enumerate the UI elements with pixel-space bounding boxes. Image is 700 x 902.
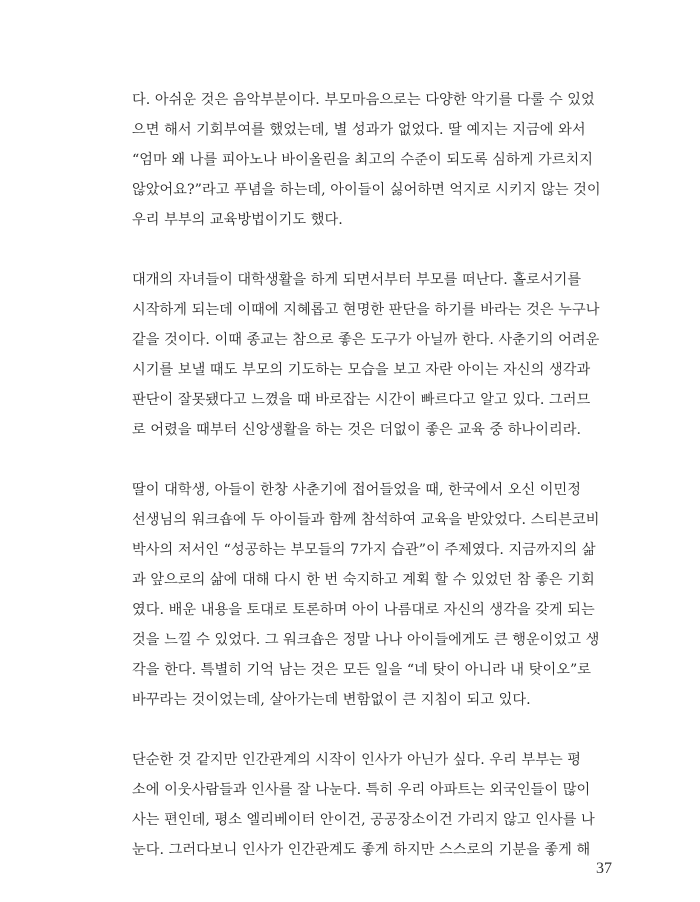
text-line: 다. 아쉬운 것은 음악부분이다. 부모마음으로는 다양한 악기를 다룰 수 있었	[132, 92, 595, 108]
text-line: 선생님의 워크숍에 두 아이들과 함께 참석하여 교육을 받았었다. 스티븐코비	[132, 512, 600, 528]
body-text	[132, 85, 604, 865]
text-line: 시작하게 되는데 이때에 지혜롭고 현명한 판단을 하기를 바라는 것은 누구나	[132, 302, 600, 318]
paragraph-gap	[132, 235, 604, 265]
text-line: 박사의 저서인 “성공하는 부모들의 7가지 습관”이 주제였다. 지금까지의 삶	[132, 542, 596, 558]
text-line: 각을 한다. 특별히 기억 남는 것은 모든 일을 “네 탓이 아니라 내 탓이오”로	[132, 662, 592, 678]
page-number: 37	[596, 860, 612, 877]
paragraph-4	[132, 745, 604, 865]
text-line: 대개의 자녀들이 대학생활을 하게 되면서부터 부모를 떠난다. 홀로서기를	[132, 272, 582, 288]
text-line: 같을 것이다. 이때 종교는 참으로 좋은 도구가 아닐까 한다. 사춘기의 어려운	[132, 332, 600, 348]
text-line: 로 어렸을 때부터 신앙생활을 하는 것은 더없이 좋은 교육 중 하나이리라.	[132, 422, 582, 438]
text-line: 딸이 대학생, 아들이 한창 사춘기에 접어들었을 때, 한국에서 오신 이민정	[132, 482, 582, 498]
text-line: 것을 느낄 수 있었다. 그 워크숍은 정말 나나 아이들에게도 큰 행운이었고 생	[132, 632, 600, 648]
text-line: 않았어요?”라고 푸념을 하는데, 아이들이 싫어하면 억지로 시키지 않는 것이	[132, 182, 601, 198]
text-line: 단순한 것 같지만 인간관계의 시작이 인사가 아닌가 싶다. 우리 부부는 평	[132, 752, 582, 768]
text-line: 과 앞으로의 삶에 대해 다시 한 번 숙지하고 계획 할 수 있었던 참 좋은 기회	[132, 572, 595, 588]
paragraph-2	[132, 265, 604, 445]
text-line: 으면 해서 기회부여를 했었는데, 별 성과가 없었다. 딸 예지는 지금에 와서	[132, 122, 586, 138]
text-line: 우리 부부의 교육방법이기도 했다.	[132, 212, 343, 228]
text-line: “엄마 왜 나를 피아노나 바이올린을 최고의 수준이 되도록 심하게 가르치지	[132, 152, 593, 168]
paragraph-3	[132, 475, 604, 715]
text-line: 바꾸라는 것이었는데, 살아가는데 변함없이 큰 지침이 되고 있다.	[132, 692, 531, 708]
text-line: 사는 편인데, 평소 엘리베이터 안이건, 공공장소이건 가리지 않고 인사를 나	[132, 812, 595, 828]
text-line: 였다. 배운 내용을 토대로 토론하며 아이 나름대로 자신의 생각을 갖게 되는	[132, 602, 595, 618]
text-line: 판단이 잘못됐다고 느꼈을 때 바로잡는 시간이 빠르다고 알고 있다. 그러므	[132, 392, 591, 408]
paragraph-1	[132, 85, 604, 235]
paragraph-gap	[132, 445, 604, 475]
paragraph-gap	[132, 715, 604, 745]
text-line: 시기를 보낼 때도 부모의 기도하는 모습을 보고 자란 아이는 자신의 생각과	[132, 362, 591, 378]
text-line: 소에 이웃사람들과 인사를 잘 나눈다. 특히 우리 아파트는 외국인들이 많이	[132, 782, 591, 798]
text-line: 눈다. 그러다보니 인사가 인간관계도 좋게 하지만 스스로의 기분을 좋게 해	[132, 842, 591, 858]
